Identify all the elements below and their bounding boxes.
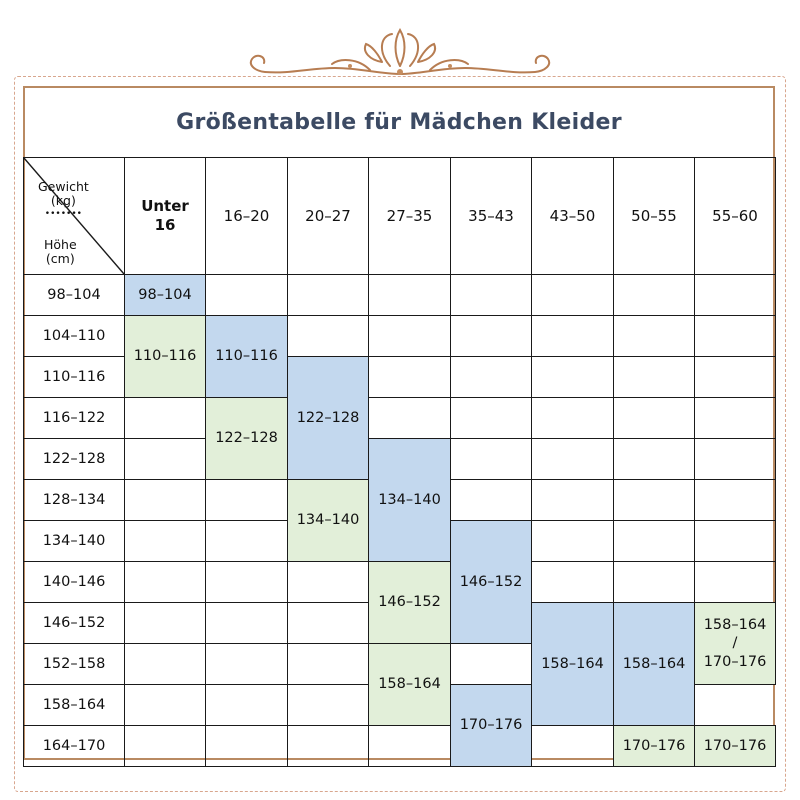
empty-cell [288, 726, 369, 767]
height-label: Höhe [44, 237, 77, 252]
height-row-header: 110–116 [24, 357, 125, 398]
empty-cell [614, 398, 695, 439]
size-cell: 146–152 [451, 521, 532, 644]
empty-cell [695, 521, 776, 562]
empty-cell [125, 726, 206, 767]
height-row-header: 122–128 [24, 439, 125, 480]
size-bottom: 170–176 [703, 653, 767, 670]
empty-cell [451, 398, 532, 439]
size-cell: 158–164 [369, 644, 451, 726]
empty-cell [369, 316, 451, 357]
size-cell: 170–176 [614, 726, 695, 767]
table-row [24, 439, 776, 480]
table-row [24, 398, 776, 439]
weight-unit: (kg) [50, 193, 76, 209]
separator-dots: ••••••• [44, 208, 82, 219]
empty-cell [532, 398, 614, 439]
weight-label: Gewicht [38, 179, 89, 194]
weight-column-header: Unter 16 [125, 158, 206, 275]
size-cell: 158–164 [532, 603, 614, 726]
size-cell: 122–128 [288, 357, 369, 480]
empty-cell [614, 521, 695, 562]
empty-cell [695, 357, 776, 398]
height-row-header: 146–152 [24, 603, 125, 644]
height-label-block [44, 238, 77, 267]
weight-column-header: 50–55 [614, 158, 695, 275]
size-cell: 158–164 [614, 603, 695, 726]
empty-cell [532, 726, 614, 767]
empty-cell [451, 439, 532, 480]
size-cell: 110–116 [206, 316, 288, 398]
empty-cell [369, 398, 451, 439]
empty-cell [614, 275, 695, 316]
empty-cell [288, 316, 369, 357]
size-cell-split [695, 603, 776, 685]
empty-cell [125, 603, 206, 644]
size-cell: 170–176 [451, 685, 532, 767]
table-row [24, 316, 776, 357]
height-unit: (cm) [45, 251, 75, 267]
empty-cell [125, 562, 206, 603]
height-row-header: 158–164 [24, 685, 125, 726]
empty-cell [288, 275, 369, 316]
size-top: 158–164 [703, 617, 767, 634]
empty-cell [206, 521, 288, 562]
empty-cell [532, 521, 614, 562]
empty-cell [695, 480, 776, 521]
height-row-header: 140–146 [24, 562, 125, 603]
weight-column-header: 55–60 [695, 158, 776, 275]
height-row-header: 104–110 [24, 316, 125, 357]
empty-cell [695, 439, 776, 480]
empty-cell [288, 644, 369, 685]
empty-cell [614, 357, 695, 398]
weight-column-header: 16–20 [206, 158, 288, 275]
table-row [24, 275, 776, 316]
table-row [24, 562, 776, 603]
empty-cell [125, 685, 206, 726]
empty-cell [695, 398, 776, 439]
empty-cell [206, 685, 288, 726]
empty-cell [614, 562, 695, 603]
empty-cell [369, 726, 451, 767]
empty-cell [532, 480, 614, 521]
header-row [24, 158, 776, 275]
size-cell: 134–140 [369, 439, 451, 562]
weight-column-header: 27–35 [369, 158, 451, 275]
empty-cell [288, 562, 369, 603]
empty-cell [614, 316, 695, 357]
empty-cell [451, 480, 532, 521]
empty-cell [369, 357, 451, 398]
empty-cell [125, 644, 206, 685]
size-cell: 98–104 [125, 275, 206, 316]
empty-cell [206, 562, 288, 603]
empty-cell [125, 521, 206, 562]
size-cell: 170–176 [695, 726, 776, 767]
empty-cell [288, 603, 369, 644]
empty-cell [125, 398, 206, 439]
empty-cell [369, 275, 451, 316]
decorative-ornament [240, 22, 560, 82]
weight-column-header: 35–43 [451, 158, 532, 275]
empty-cell [614, 439, 695, 480]
height-row-header: 152–158 [24, 644, 125, 685]
size-table [23, 157, 776, 767]
height-row-header: 164–170 [24, 726, 125, 767]
size-cell: 134–140 [288, 480, 369, 562]
page-title: Größentabelle für Mädchen Kleider [176, 109, 622, 135]
size-cell: 146–152 [369, 562, 451, 644]
height-row-header: 98–104 [24, 275, 125, 316]
size-cell: 110–116 [125, 316, 206, 398]
weight-column-header: 43–50 [532, 158, 614, 275]
empty-cell [206, 644, 288, 685]
weight-label-block [38, 180, 89, 219]
empty-cell [288, 685, 369, 726]
size-slash: / [732, 635, 738, 652]
empty-cell [532, 275, 614, 316]
empty-cell [451, 316, 532, 357]
empty-cell [125, 439, 206, 480]
weight-column-header: 20–27 [288, 158, 369, 275]
height-row-header: 128–134 [24, 480, 125, 521]
empty-cell [206, 480, 288, 521]
empty-cell [614, 480, 695, 521]
height-row-header: 134–140 [24, 521, 125, 562]
empty-cell [206, 275, 288, 316]
height-row-header: 116–122 [24, 398, 125, 439]
table-row [24, 726, 776, 767]
empty-cell [206, 603, 288, 644]
corner-cell [24, 158, 125, 275]
size-cell: 122–128 [206, 398, 288, 480]
empty-cell [532, 439, 614, 480]
empty-cell [451, 357, 532, 398]
empty-cell [125, 480, 206, 521]
empty-cell [695, 275, 776, 316]
empty-cell [695, 562, 776, 603]
empty-cell [532, 316, 614, 357]
empty-cell [532, 562, 614, 603]
empty-cell [206, 726, 288, 767]
empty-cell [532, 357, 614, 398]
empty-cell [695, 316, 776, 357]
empty-cell [451, 275, 532, 316]
